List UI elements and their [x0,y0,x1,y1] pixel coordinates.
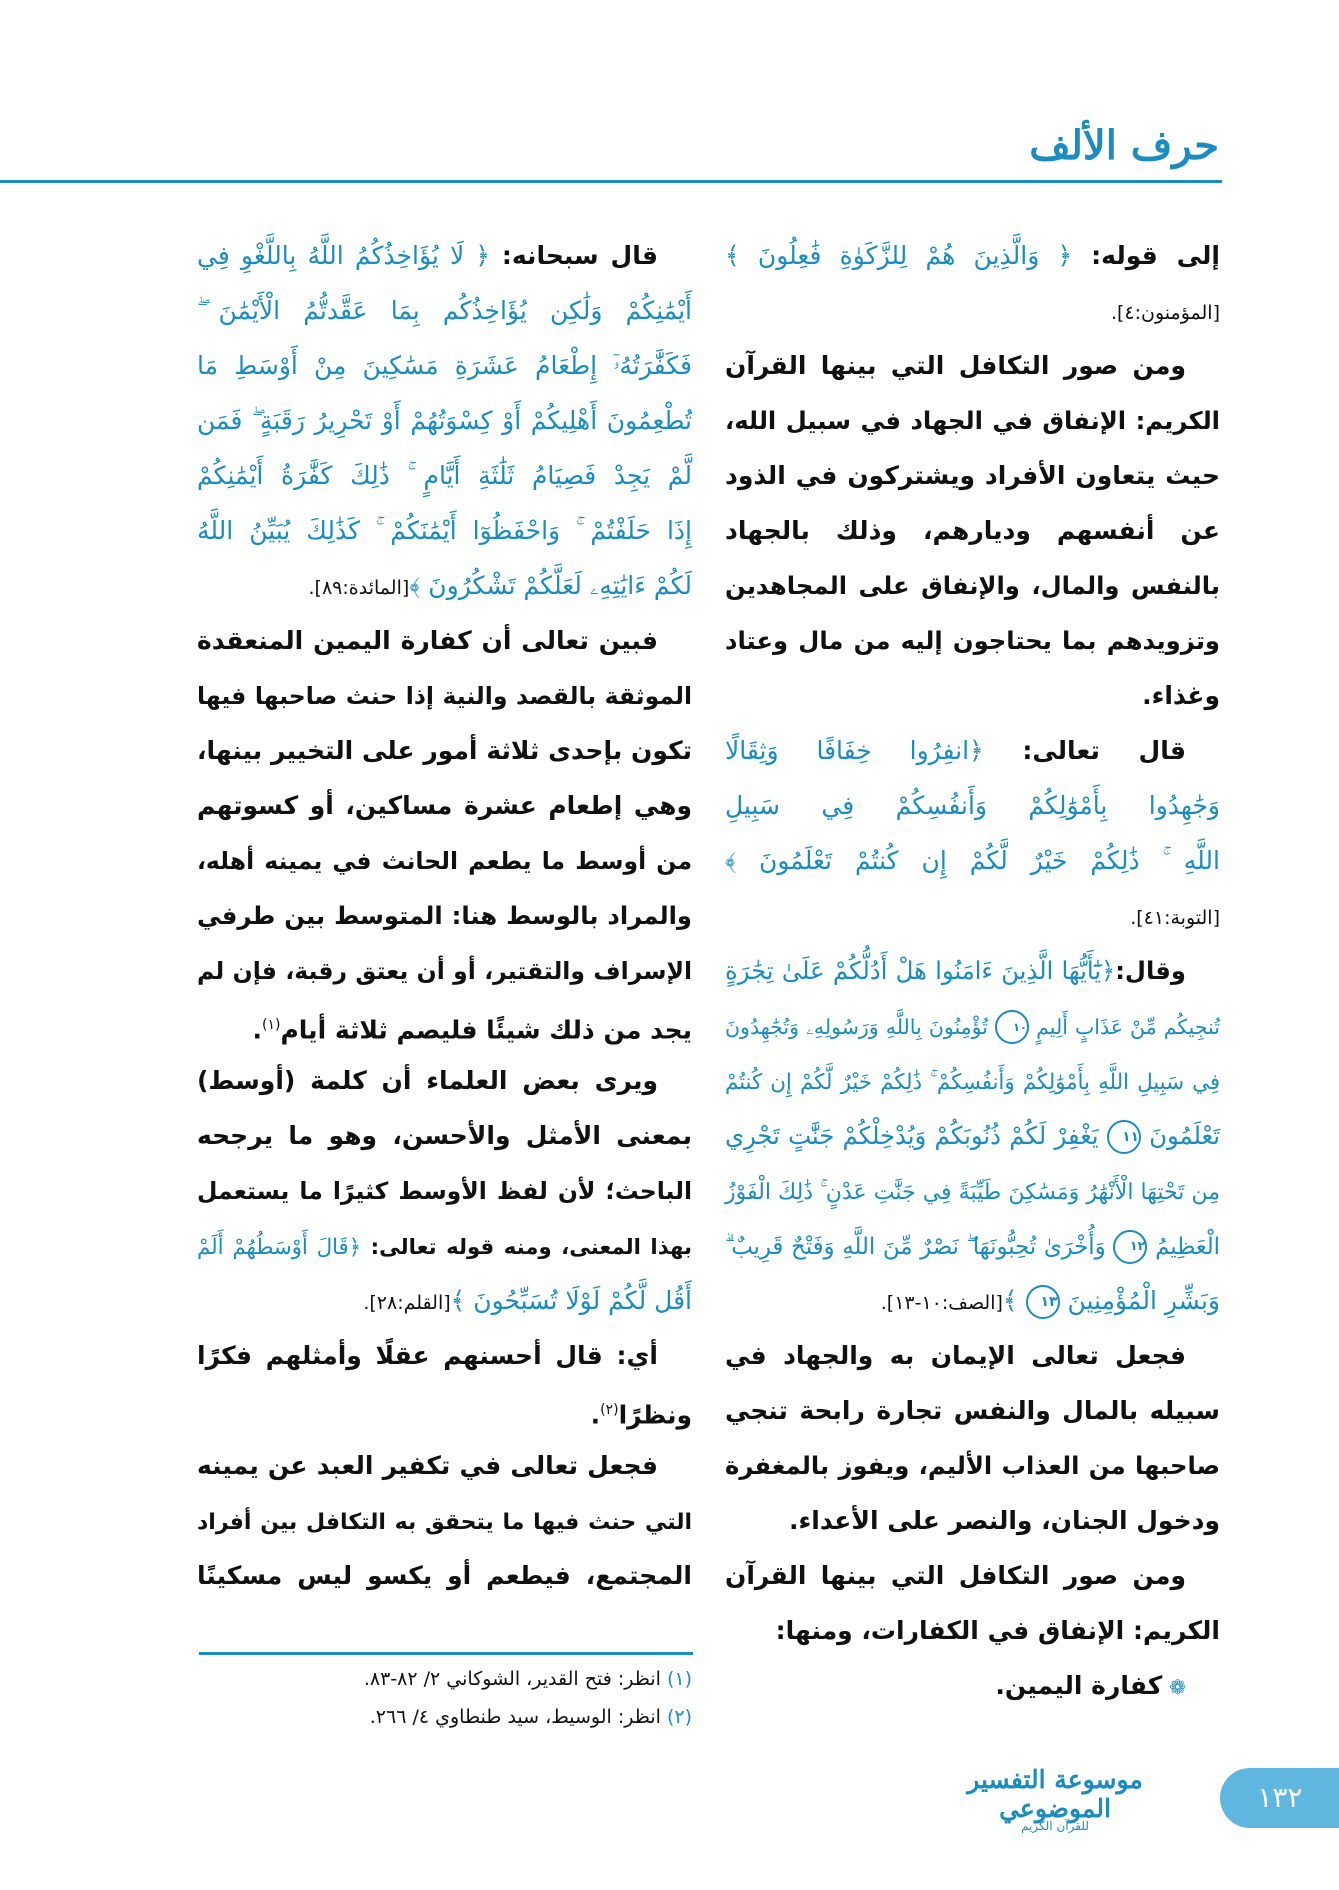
text-line [197,1548,692,1603]
text-line [197,338,692,393]
verse-reference: [الصف:١٠-١٣]. [880,1292,1003,1314]
body-text: ونظرًا [618,1400,692,1430]
body-text: الكريم: الإنفاق في الجهاد في سبيل الله، [725,406,1220,435]
text-line [197,393,692,448]
text-line [725,1548,1220,1603]
text-line [725,338,1220,393]
verse-reference: [التوبة:٤١]. [1130,907,1220,929]
footnote-number: (١) [666,1668,692,1690]
text-line [725,778,1220,833]
quran-verse: تَعْلَمُونَ [1140,1121,1220,1150]
text-line [197,1163,692,1218]
footnote-number: (٢) [666,1706,692,1728]
text-line [197,1383,692,1438]
ayah-number-marker: ١٣ [1026,1285,1060,1319]
footnote-1 [197,1668,692,1690]
body-text: وتزويدهم بما يحتاجون إليه من مال وعتاد [725,626,1220,655]
text-line [725,723,1220,778]
body-text: من أوسط ما يطعم الحانث في يمينه أهله، [197,847,692,875]
verse-reference: [القلم:٢٨]. [363,1292,451,1314]
body-text: . [590,1400,601,1430]
text-line [725,943,1220,998]
text-line [197,1108,692,1163]
body-text: قال سبحانه: [490,241,658,270]
text-line [725,888,1220,943]
text-line [197,1328,692,1383]
quran-verse: ﴿يَٰٓأَيُّهَا الَّذِينَ ءَامَنُوا هَلْ أَدُلُّكُمْ عَلَىٰ تِجَٰرَةٍ [725,956,1116,985]
body-text: . [252,1015,262,1045]
footnote-ref[interactable]: (١) [262,1017,281,1033]
encyclopedia-logo [930,1765,1180,1833]
text-line [197,613,692,668]
body-text: ويرى بعض العلماء أن كلمة (أوسط) [197,1066,658,1095]
body-text: قال تعالى: [983,736,1187,765]
text-line [725,448,1220,503]
body-text: الموثقة بالقصد والنية إذا حنث صاحبها فيها [197,682,692,710]
text-line [197,1438,692,1493]
footnote-divider [199,1652,693,1655]
verse-reference: [المؤمنون:٤]. [1110,302,1220,324]
text-line [725,613,1220,668]
bullet-flower-icon: ❁ [1162,1675,1186,1699]
quran-verse: فَكَفَّٰرَتُهُۥٓ إِطْعَامُ عَشَرَةِ مَسَٰكِينَ مِنْ أَوْسَطِ مَا [197,351,692,380]
body-text: فجعل تعالى في تكفير العبد عن يمينه [197,1451,658,1480]
body-text: عن أنفسهم وديارهم، وذلك بالجهاد [725,516,1220,545]
quran-verse: وَجَٰهِدُوا بِأَمْوَٰلِكُمْ وَأَنفُسِكُمْ فِي سَبِيلِ [725,791,1220,820]
body-text: ومن صور التكافل التي بينها القرآن [725,351,1186,380]
quran-verse: أَيْمَٰنِكُمْ وَلَٰكِن يُؤَاخِذُكُم بِمَا عَقَّدتُّمُ الْأَيْمَٰنَ ۖ [197,296,692,325]
text-line [725,1328,1220,1383]
text-line [197,448,692,503]
ayah-number-marker: ١٢ [1113,1230,1147,1264]
right-column [725,228,1220,1713]
body-text: فبين تعالى أن كفارة اليمين المنعقدة [197,626,658,655]
body-text: سبيله بالمال والنفس تجارة رابحة تنجي [725,1396,1220,1425]
body-text: التي حنث فيها ما يتحقق به التكافل بين أفراد [197,1510,692,1535]
page-number: ١٣٢ [1220,1768,1339,1828]
text-line [725,1273,1220,1328]
body-text: إلى قوله: [1072,241,1221,270]
body-text: الباحث؛ لأن لفظ الأوسط كثيرًا ما يستعمل [197,1177,692,1205]
left-column [197,228,692,1603]
text-line [197,1218,692,1273]
body-text: وهي إطعام عشرة مساكين، أو كسوتهم [197,791,692,820]
quran-verse: مِن تَحْتِهَا الْأَنْهَٰرُ وَمَسَٰكِنَ طَيِّبَةً فِي جَنَّٰتِ عَدْنٍ ۚ ذَٰلِكَ الْفَوْزُ [725,1180,1220,1205]
quran-verse: الْعَظِيمُ [1147,1234,1221,1260]
body-text: تكون بإحدى ثلاثة أمور على التخيير بينها، [197,736,692,765]
quran-verse: ﴿ وَالَّذِينَ هُمْ لِلزَّكَوٰةِ فَٰعِلُونَ ﴾ [725,241,1073,270]
text-line [197,283,692,338]
quran-verse: ﴾ [1002,1286,1026,1315]
text-line [197,943,692,998]
body-text: ودخول الجنان، والنصر على الأعداء. [789,1506,1220,1535]
quran-verse: لَكُمْ ءَايَٰتِهِۦ لَعَلَّكُمْ تَشْكُرُونَ ﴾ [409,571,692,600]
text-line [725,668,1220,723]
body-text: ومن صور التكافل التي بينها القرآن [725,1561,1186,1590]
text-line [725,558,1220,613]
text-line [197,668,692,723]
text-line [197,503,692,558]
text-line [725,1218,1220,1273]
text-line [725,393,1220,448]
body-text: وقال: [1115,956,1186,985]
text-line [725,1053,1220,1108]
quran-verse: تُنجِيكُم مِّنْ عَذَابٍ أَلِيمٍ [1029,1015,1220,1039]
quran-verse: ﴿ لَا يُؤَاخِذُكُمُ اللَّهُ بِاللَّغْوِ فِي [197,241,490,270]
body-text: أي: قال أحسنهم عقلًا وأمثلهم فكرًا [197,1341,658,1370]
footnote-2 [197,1706,692,1728]
logo-title: موسوعة التفسير الموضوعي [967,1765,1143,1823]
text-line [197,778,692,833]
text-line [197,888,692,943]
body-text: حيث يتعاون الأفراد ويشتركون في الذود [725,461,1220,490]
ayah-number-marker: ١١ [1107,1120,1141,1154]
quran-verse: ﴿انفِرُوا خِفَافًا وَثِقَالًا [725,736,984,765]
text-line [725,1493,1220,1548]
body-text: الإسراف والتقتير، أو أن يعتق رقبة، فإن لم [197,957,692,985]
body-text: يجد من ذلك شيئًا فليصم ثلاثة أيام [280,1015,692,1045]
footnote-text: انظر: الوسيط، سيد طنطاوي ٤/ ٢٦٦. [369,1706,667,1728]
quran-verse: ﴿قَالَ أَوْسَطُهُمْ أَلَمْ [197,1235,362,1260]
text-line [725,1603,1220,1658]
header-divider [0,180,1222,183]
quran-verse: أَقُل لَّكُمْ لَوْلَا تُسَبِّحُونَ ﴾ [450,1286,692,1315]
body-text: الكريم: الإنفاق في الكفارات، ومنها: [775,1616,1220,1645]
quran-verse: إِذَا حَلَفْتُمْ ۚ وَاحْفَظُوٓا أَيْمَٰنَكُمْ ۚ كَذَٰلِكَ يُبَيِّنُ اللَّهُ [197,516,692,545]
text-line [725,1658,1220,1713]
quran-verse: تُؤْمِنُونَ بِاللَّهِ وَرَسُولِهِۦ وَتُجَٰهِدُونَ [725,1015,996,1039]
body-text: بهذا المعنى، ومنه قوله تعالى: [361,1235,692,1260]
body-text: بالنفس والمال، والإنفاق على المجاهدين [725,571,1220,600]
text-line [725,503,1220,558]
text-line [725,833,1220,888]
quran-verse: يَغْفِرْ لَكُمْ ذُنُوبَكُمْ وَيُدْخِلْكُمْ جَنَّٰتٍ تَجْرِي [725,1121,1107,1150]
text-line [197,228,692,283]
ayah-number-marker: ١٠ [995,1010,1029,1044]
text-line [725,228,1220,283]
quran-verse: اللَّهِ ۚ ذَٰلِكُمْ خَيْرٌ لَّكُمْ إِن كُنتُمْ تَعْلَمُونَ ﴾ [725,846,1220,875]
footnote-text: انظر: فتح القدير، الشوكاني ٢/ ٨٢-٨٣. [363,1668,667,1690]
text-line [197,723,692,778]
body-text: كفارة اليمين. [995,1671,1163,1700]
text-line [725,1383,1220,1438]
text-line [725,998,1220,1053]
verse-reference: [المائدة:٨٩]. [308,577,410,599]
body-text: صاحبها من العذاب الأليم، ويفوز بالمغفرة [725,1451,1220,1480]
text-line [197,558,692,613]
body-text: وغذاء. [1142,681,1220,710]
quran-verse: لَّمْ يَجِدْ فَصِيَامُ ثَلَٰثَةِ أَيَّامٍ ۚ ذَٰلِكَ كَفَّٰرَةُ أَيْمَٰنِكُمْ [197,461,692,490]
text-line [197,833,692,888]
body-text: والمراد بالوسط هنا: المتوسط بين طرفي [197,901,692,930]
chapter-title: حرف الألف [1029,122,1219,169]
logo-subtitle: للقرآن الكريم [1021,1819,1089,1833]
text-line [197,1053,692,1108]
quran-verse: تُطْعِمُونَ أَهْلِيكُمْ أَوْ كِسْوَتُهُمْ أَوْ تَحْرِيرُ رَقَبَةٍ ۖ فَمَن [197,406,692,435]
text-line [725,1163,1220,1218]
text-line [197,998,692,1053]
text-line [725,1438,1220,1493]
text-line [197,1493,692,1548]
body-text: فجعل تعالى الإيمان به والجهاد في [725,1341,1186,1370]
text-line [725,283,1220,338]
quran-verse: وَأُخْرَىٰ تُحِبُّونَهَا ۖ نَصْرٌ مِّنَ اللَّهِ وَفَتْحٌ قَرِيبٌ ۗ [725,1234,1114,1260]
body-text: المجتمع، فيطعم أو يكسو ليس مسكينًا [197,1561,692,1590]
text-line [197,1273,692,1328]
body-text: بمعنى الأمثل والأحسن، وهو ما يرجحه [197,1121,692,1150]
quran-verse: فِي سَبِيلِ اللَّهِ بِأَمْوَٰلِكُمْ وَأَنفُسِكُمْ ۚ ذَٰلِكُمْ خَيْرٌ لَّكُمْ إِن كُنتُمْ [725,1070,1220,1095]
quran-verse: وَبَشِّرِ الْمُؤْمِنِينَ [1059,1286,1220,1315]
text-line [725,1108,1220,1163]
footnote-ref[interactable]: (٢) [600,1402,619,1418]
